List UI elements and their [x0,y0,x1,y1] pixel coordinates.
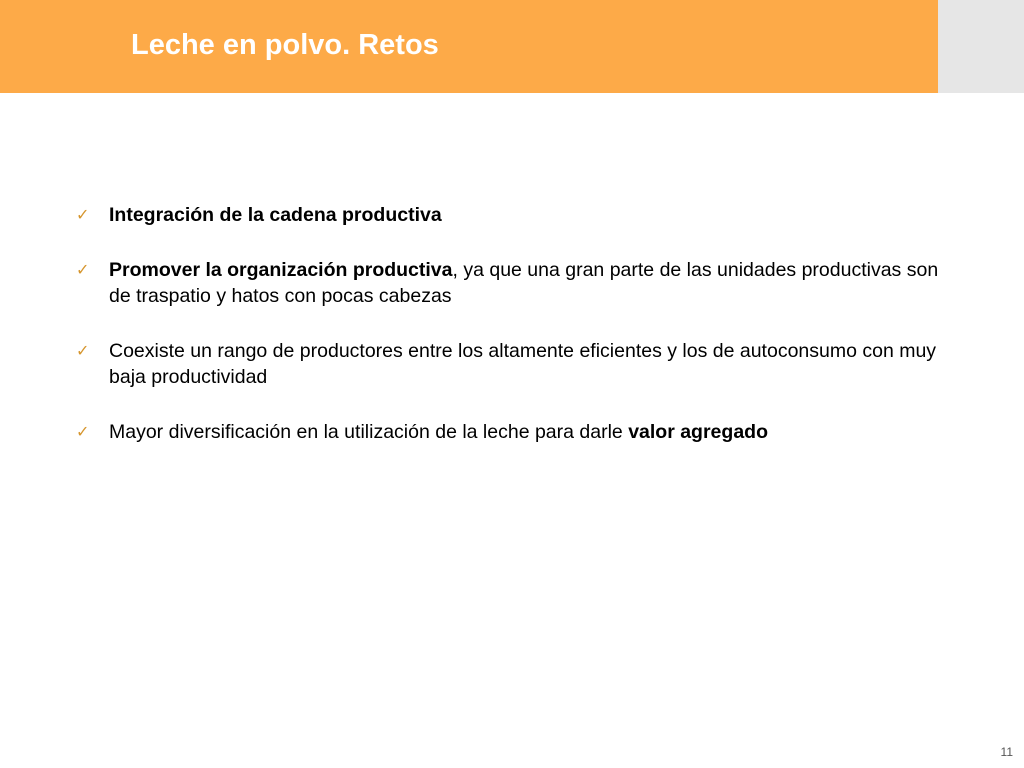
bullet-text: Coexiste un rango de productores entre los altamente eficientes y los de autoconsumo con muy baja productividad [109,340,937,388]
bullet-item [76,338,956,390]
bullet-list [76,202,956,474]
bullet-text: Mayor diversificación en la utilización de la leche para darle [109,421,629,443]
bullet-bold-text: Integración de la cadena productiva [109,204,442,226]
bullet-text: , ya que una gran parte de las unidades productivas son de traspatio y hatos con pocas cabezas [109,259,939,307]
bullet-bold-text: Promover la organización productiva [109,259,453,281]
bullet-bold-text: valor agregado [628,421,768,443]
check-mark-icon: ✓ [76,422,90,441]
bullet-item [76,257,956,309]
page-number: 11 [1000,745,1013,759]
check-mark-icon: ✓ [76,205,90,224]
header-side-panel [938,0,1024,93]
bullet-item [76,419,956,445]
bullet-item [76,202,956,228]
check-mark-icon: ✓ [76,341,90,360]
check-mark-icon: ✓ [76,260,90,279]
slide-title: Leche en polvo. Retos [131,29,439,61]
